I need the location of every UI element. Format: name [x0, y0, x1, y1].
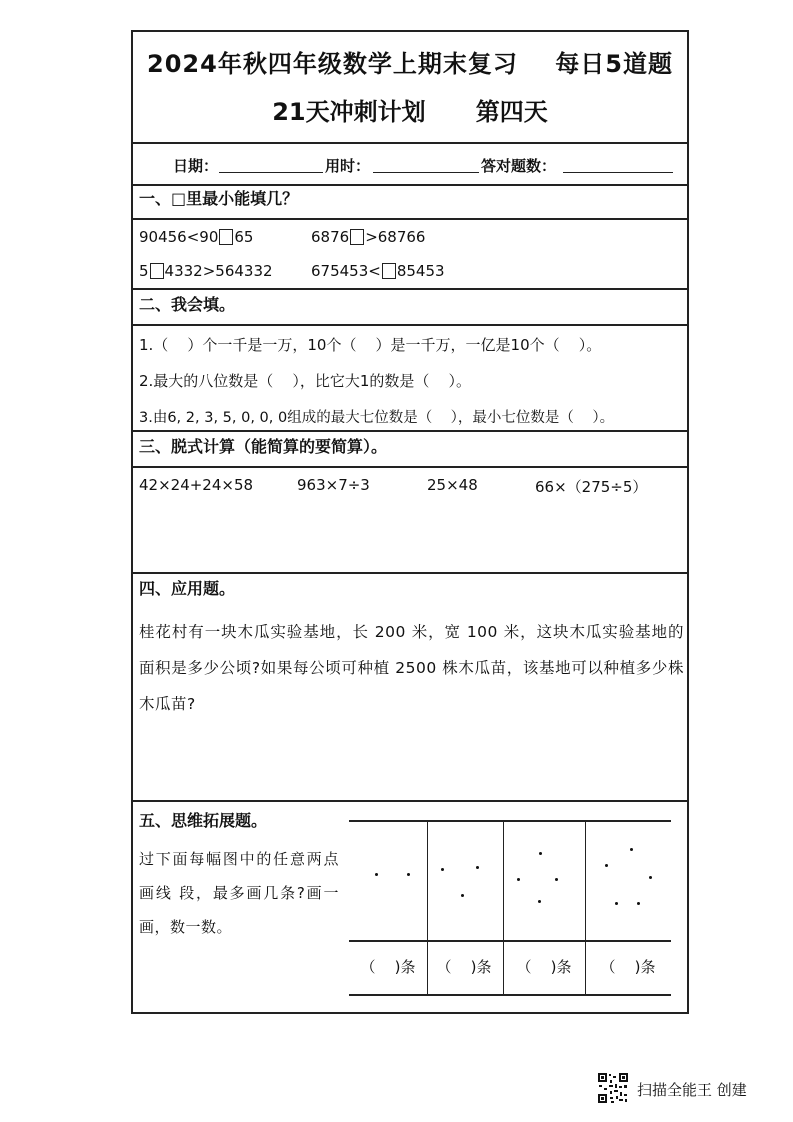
point[interactable] [649, 876, 652, 879]
compare-right: >68766 [365, 228, 426, 246]
title-line-2: 21天冲刺计划 第四天 [272, 98, 548, 126]
table-column-line [427, 820, 428, 996]
compare-item-2 [311, 228, 425, 246]
scanner-brand-text: 扫描全能王 创建 [637, 1081, 747, 1099]
compare-left: 5 [139, 262, 149, 280]
point[interactable] [407, 873, 410, 876]
table-bottom-line [349, 994, 671, 996]
answer-box[interactable] [219, 229, 233, 245]
time-blank[interactable] [373, 172, 479, 173]
section-1 [133, 184, 687, 290]
compare-item-1 [139, 228, 253, 246]
correct-count-label: 答对题数： [481, 157, 557, 175]
worksheet-header [133, 32, 687, 144]
compare-left: 675453< [311, 262, 381, 280]
section-1-title: 一、□里最小能填几？ [139, 189, 299, 208]
calc-item-2: 963×7÷3 [297, 476, 370, 494]
answer-box[interactable] [382, 263, 396, 279]
word-problem-text: 桂花村有一块木瓜实验基地，长 200 米，宽 100 米，这块木瓜实验基地的面积是多少公顷?如果每公顷可种植 2500 株木瓜苗，该基地可以种植多少株木瓜苗? [139, 623, 684, 713]
title-line-1: 2024年秋四年级数学上期末复习 每日5道题 [147, 50, 673, 78]
calc-item-4: 66×（275÷5） [535, 478, 648, 496]
date-label: 日期： [173, 157, 219, 175]
point[interactable] [441, 868, 444, 871]
point[interactable] [630, 848, 633, 851]
point[interactable] [476, 866, 479, 869]
points-table [349, 820, 671, 996]
section-5-title: 五、思维拓展题。 [139, 811, 268, 830]
point[interactable] [605, 864, 608, 867]
compare-right: 65 [234, 228, 254, 246]
qr-code-icon [597, 1072, 629, 1104]
time-label: 用时： [325, 157, 371, 175]
compare-right: 4332>564332 [164, 262, 273, 280]
compare-right: 85453 [396, 262, 445, 280]
answer-cell-2[interactable]: （ )条 [436, 958, 492, 976]
table-top-line [349, 820, 671, 822]
section-2 [133, 290, 687, 432]
answer-cell-1[interactable]: （ )条 [360, 958, 416, 976]
section-2-title: 二、我会填。 [139, 295, 236, 314]
table-column-line [503, 820, 504, 996]
compare-left: 90456<90 [139, 228, 219, 246]
compare-item-3 [139, 262, 273, 280]
info-row [133, 142, 687, 186]
point[interactable] [539, 852, 542, 855]
calc-item-3: 25×48 [427, 476, 478, 494]
worksheet [131, 30, 689, 1014]
divider [133, 218, 687, 220]
answer-box[interactable] [150, 263, 164, 279]
section-3 [133, 432, 687, 574]
answer-box[interactable] [350, 229, 364, 245]
answer-cell-4[interactable]: （ )条 [600, 958, 656, 976]
point[interactable] [637, 902, 640, 905]
point[interactable] [517, 878, 520, 881]
correct-count-blank[interactable] [563, 172, 673, 173]
point[interactable] [555, 878, 558, 881]
table-middle-line [349, 940, 671, 942]
point[interactable] [538, 900, 541, 903]
fill-question-1: 1.（ ）个一千是一万，10个（ ）是一千万，一亿是10个（ ）。 [139, 336, 602, 354]
point[interactable] [375, 873, 378, 876]
table-column-line [585, 820, 586, 996]
compare-item-4 [311, 262, 445, 280]
section-4 [133, 574, 687, 802]
section-5-instruction: 过下面每幅图中的任意两点画线 段，最多画几条?画一画，数一数。 [139, 850, 339, 936]
calc-item-1: 42×24+24×58 [139, 476, 254, 494]
divider [133, 466, 687, 468]
date-blank[interactable] [219, 172, 323, 173]
section-3-title: 三、脱式计算（能简算的要简算）。 [139, 437, 388, 456]
section-5 [133, 802, 687, 1014]
section-4-title: 四、应用题。 [139, 579, 236, 598]
point[interactable] [615, 902, 618, 905]
fill-question-2: 2.最大的八位数是（ ），比它大1的数是（ ）。 [139, 372, 472, 390]
divider [133, 324, 687, 326]
compare-left: 6876 [311, 228, 350, 246]
answer-cell-3[interactable]: （ )条 [516, 958, 572, 976]
point[interactable] [461, 894, 464, 897]
fill-question-3: 3.由6, 2, 3, 5, 0, 0, 0组成的最大七位数是（ ），最小七位数是（ ）。 [139, 410, 615, 426]
